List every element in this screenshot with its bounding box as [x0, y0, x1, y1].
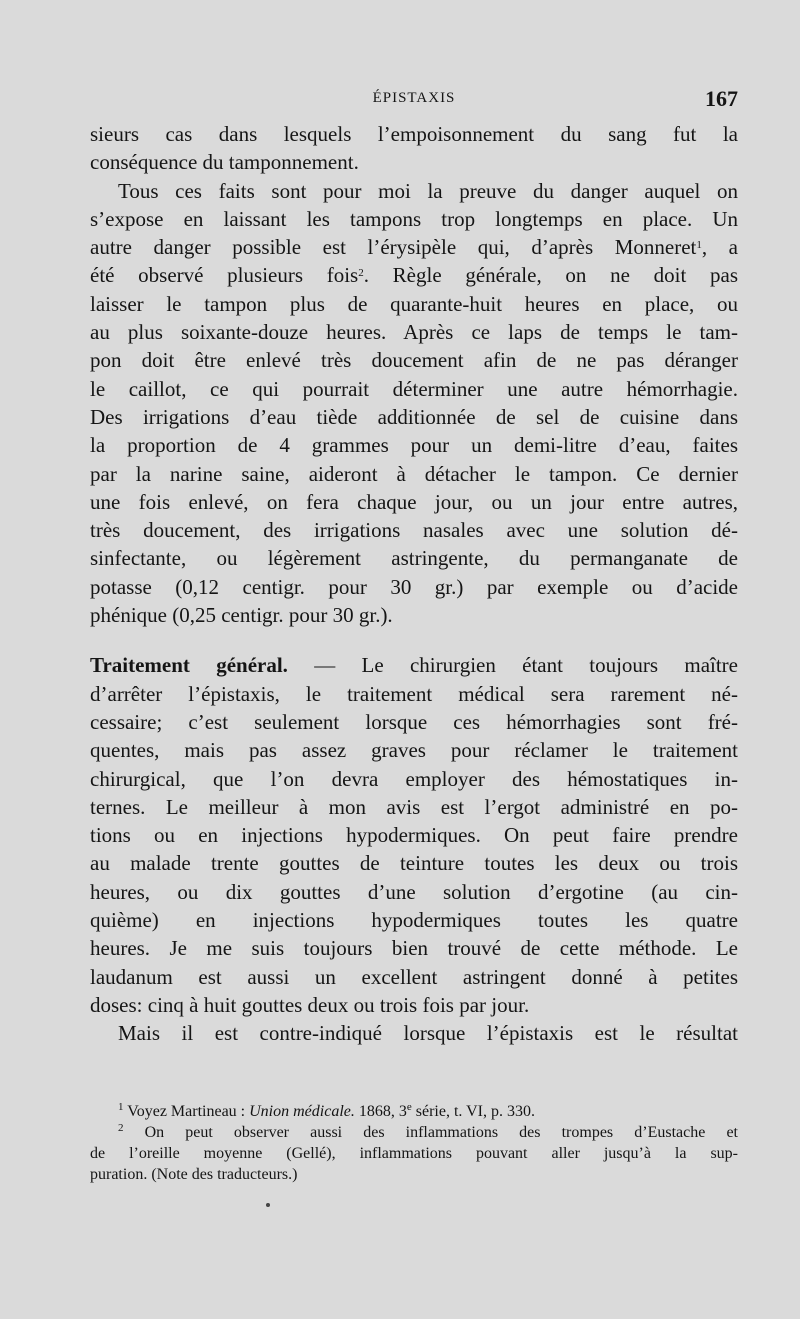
- text-line: doses: cinq à huit gouttes deux ou trois fois par jour.: [90, 992, 530, 1017]
- text-line: au plus soixante-douze heures. Après ce laps de temps le tam-: [90, 320, 738, 345]
- text-line: Tous ces faits sont pour moi la preuve du danger auquel on: [118, 178, 738, 203]
- text-segment: . Règle générale, on ne doit pas: [363, 263, 738, 288]
- text-line: conséquence du tamponnement.: [90, 150, 359, 175]
- text-line: la proportion de 4 grammes pour un demi-litre d’eau, faites: [90, 433, 738, 458]
- text-line: au malade trente gouttes de teinture toutes les deux ou trois: [90, 851, 738, 876]
- footnote-marker: 1: [118, 1101, 124, 1113]
- text-line: heures, ou dix gouttes d’une solution d’ergotine (au cin-: [90, 879, 738, 904]
- journal-title: Union médicale.: [249, 1103, 355, 1120]
- text-line: tions ou en injections hypodermiques. On peut faire prendre: [90, 823, 738, 848]
- text-line: sieurs cas dans lesquels l’empoisonnement du sang fut la: [90, 122, 738, 146]
- page-number: 167: [705, 86, 738, 111]
- paragraph-gap: [90, 629, 738, 651]
- text-line: le caillot, ce qui pourrait déterminer une autre hémorrhagie.: [90, 376, 738, 401]
- text-line: s’expose en laissant les tampons trop longtemps en place. Un: [90, 206, 738, 231]
- text-line: pon doit être enlevé très doucement afin de ne pas déranger: [90, 348, 738, 373]
- text-line: ternes. Le meilleur à mon avis est l’ergot administré en po-: [90, 794, 738, 819]
- page-header: [90, 88, 738, 118]
- footnote-marker: 2: [118, 1122, 124, 1134]
- section-heading: Traitement général.: [90, 653, 288, 678]
- text-line: par la narine saine, aideront à détacher le tampon. Ce dernier: [90, 461, 738, 486]
- text-line: [90, 261, 738, 289]
- footnote-1: [90, 1101, 738, 1122]
- text-line: cessaire; c’est seulement lorsque ces hémorrhagies sont fré-: [90, 709, 738, 734]
- footnotes: [90, 1101, 738, 1185]
- text-segment: On peut observer aussi des inflammations des trompes d’Eustache et: [144, 1124, 738, 1141]
- superscript: e: [406, 1101, 412, 1113]
- footnote-line: puration. (Note des traducteurs.): [90, 1166, 298, 1183]
- text-line: sinfectante, ou légèrement astringente, du permanganate de: [90, 546, 738, 571]
- text-line: d’arrêter l’épistaxis, le traitement médical sera rarement né-: [90, 681, 738, 706]
- text-line: potasse (0,12 centigr. pour 30 gr.) par exemple ou d’acide: [90, 574, 738, 599]
- text-segment: , a: [701, 235, 738, 260]
- text-line: Mais il est contre-indiqué lorsque l’épistaxis est le résultat: [118, 1021, 738, 1046]
- text-line: très doucement, des irrigations nasales avec une solution dé-: [90, 518, 738, 543]
- body-text: [90, 120, 738, 1048]
- text-line: phénique (0,25 centigr. pour 30 gr.).: [90, 603, 393, 628]
- footnote-ref: 2: [358, 267, 364, 280]
- text-line: quième) en injections hypodermiques toutes les quatre: [90, 908, 738, 933]
- text-segment: 1868, 3: [358, 1103, 407, 1120]
- text-segment: — Le chirurgien étant toujours maître: [314, 653, 738, 678]
- text-line: laisser le tampon plus de quarante-huit heures en place, ou: [90, 291, 738, 316]
- text-line: [90, 651, 738, 679]
- running-title: ÉPISTAXIS: [372, 90, 456, 106]
- text-line: [90, 233, 738, 261]
- text-line: Des irrigations d’eau tiède additionnée de sel de cuisine dans: [90, 404, 738, 429]
- text-line: une fois enlevé, on fera chaque jour, ou un jour entre autres,: [90, 489, 738, 514]
- footnote-ref: 1: [696, 239, 702, 252]
- text-line: laudanum est aussi un excellent astringent donné à petites: [90, 964, 738, 989]
- text-line: quentes, mais pas assez graves pour réclamer le traitement: [90, 738, 738, 763]
- text-segment: été observé plusieurs fois: [90, 263, 359, 288]
- footnote-line: de l’oreille moyenne (Gellé), inflammations pouvant aller jusqu’à la sup-: [90, 1145, 738, 1162]
- footnote-2: [90, 1122, 738, 1143]
- text-segment: série, t. VI, p. 330.: [415, 1103, 535, 1120]
- text-line: heures. Je me suis toujours bien trouvé de cette méthode. Le: [90, 936, 738, 961]
- text-segment: Voyez Martineau :: [127, 1103, 246, 1120]
- ink-speck: [266, 1203, 270, 1207]
- text-segment: autre danger possible est l’érysipèle qui, d’après Monneret: [90, 235, 697, 260]
- text-line: chirurgical, que l’on devra employer des hémostatiques in-: [90, 766, 738, 791]
